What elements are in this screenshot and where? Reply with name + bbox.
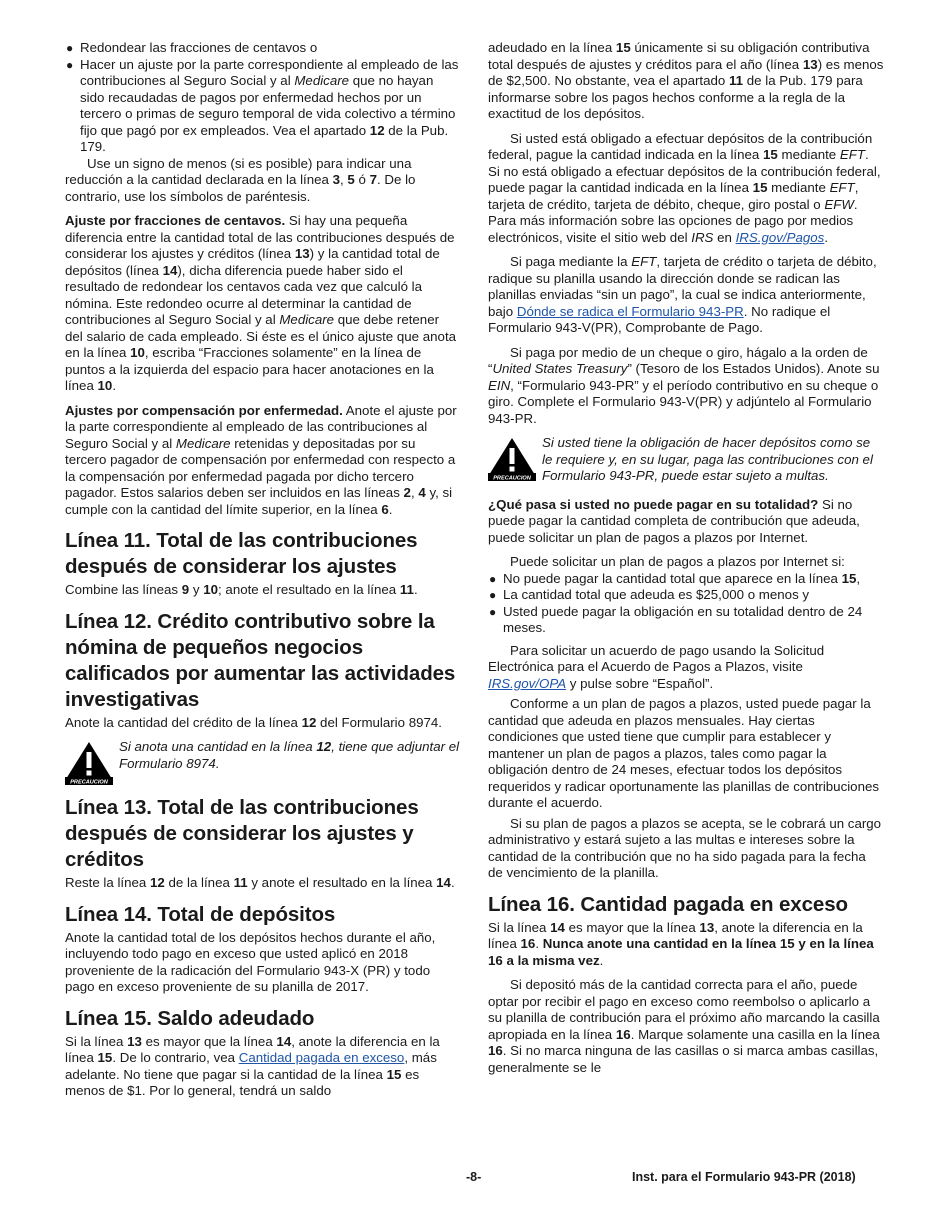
heading-line-14: Línea 14. Total de depósitos xyxy=(65,902,336,926)
bullet-item: ● Usted puede pagar la obligación en su totalidad dentro de 24 meses. xyxy=(489,603,863,635)
heading-line-11: Línea 11. Total de las contribuciones después de considerar los ajustes xyxy=(65,529,418,578)
paragraph: Si su plan de pagos a plazos se acepta, se le cobrará un cargo administrativo y estará sujeto a las multas e intereses sobre la cantidad de la contribución que no ha sido pagada para la fecha de vencimiento de la planilla. xyxy=(488,815,882,880)
caution-icon xyxy=(65,741,113,785)
caution-icon xyxy=(488,437,536,481)
paragraph-cannot-pay: ¿Qué pasa si usted no puede pagar en su totalidad? Si no puede pagar la cantidad completa de contribución que adeuda, puede solicitar un plan de pagos a plazos por Internet. xyxy=(488,496,860,545)
bullet-item: ● La cantidad total que adeuda es $25,000 o menos y xyxy=(489,587,810,602)
bullet-item: ● Hacer un ajuste por la parte correspondiente al empleado de las contribuciones al Seguro Social y al Medicare que no hayan sido recaudadas de pagos por enfermedad hechos por un tercero o primas de seguro temporal de vida colectivo a término fijo que pagó por ex empleados. Vea el apartado 12 de la Pub. 179. xyxy=(66,56,459,154)
paragraph: Si la línea 13 es mayor que la línea 14, anote la diferencia en la línea 15. De lo contrario, vea Cantidad pagada en exceso, más adelante. No tiene que pagar si la cantidad de la línea 15 es menos de $1. Por lo general, tendrá un saldo xyxy=(65,1033,440,1098)
caution-note xyxy=(65,739,460,785)
link-overpayment[interactable]: Cantidad pagada en exceso xyxy=(238,1050,405,1065)
paragraph-fraction-adjustment: Ajuste por fracciones de centavos. Si hay una pequeña diferencia entre la cantidad total de las contribuciones después de considerar los ajustes y créditos (línea 13) y la cantidad total de depósitos (línea 14), dicha diferencia puede haber sido el resultado de redondear los centavos cada vez que calculó la nómina. Este redondeo ocurre al determinar la cantidad de contribuciones al Seguro Social y al Medicare que debe retener del salario de cada empleado. Si éste es el único ajuste que anota en la línea 10, escriba “Fracciones solamente” en la línea de puntos a la izquierda del espacio para hacer anotaciones en la línea 10. xyxy=(65,213,457,393)
footer-title: Inst. para el Formulario 943-PR (2018) xyxy=(632,1170,856,1184)
paragraph: Si paga por medio de un cheque o giro, hágalo a la orden de “United States Treasury” (Tesoro de los Estados Unidos). Anote su EIN, “Formulario 943-PR” y el período contributivo en su cheque o giro. Complete el Formulario 943-V(PR) y adjúntelo al Formulario 943-PR. xyxy=(488,344,880,426)
link-where-to-file[interactable]: Dónde se radica el Formulario 943-PR xyxy=(516,303,744,319)
heading-line-12: Línea 12. Crédito contributivo sobre la nómina de pequeños negocios calificados por aumentar las actividades investigativas xyxy=(65,609,456,711)
paragraph: Conforme a un plan de pagos a plazos, usted puede pagar la cantidad que adeuda en plazos mensuales. Hay ciertas condiciones que usted tiene que cumplir para establecer y mantener un plan de pagos a plazos, tales como pagar la obligación dentro de 24 meses, efectuar todos los depósitos requeridos y radicar oportunamente las planillas de contribuciones durante el acuerdo. xyxy=(488,696,880,810)
paragraph: Si usted está obligado a efectuar depósitos de la contribución federal, pague la cantidad indicada en la línea 15 mediante EFT. Si no está obligado a efectuar depósitos de la contribución federal, puede pagar la cantidad indicada en la línea 15 mediante EFT, tarjeta de crédito, tarjeta de débito, cheque, giro postal o EFW. Para más información sobre las opciones de pago por medios electrónicos, visite el sitio web del IRS en IRS.gov/Pagos. xyxy=(488,130,881,245)
paragraph: Si la línea 14 es mayor que la línea 13, anote la diferencia en la línea 16. Nunca anote una cantidad en la línea 15 y en la línea 16 a la misma vez. xyxy=(488,919,874,968)
heading-line-13: Línea 13. Total de las contribuciones después de considerar los ajustes y créditos xyxy=(65,796,419,871)
paragraph: Anote la cantidad total de los depósitos hechos durante el año, incluyendo todo pago en exceso que usted aplicó en 2018 proveniente de la radicación del Formulario 943-X (PR) y todo pago en exceso proveniente de su planilla de 2017. xyxy=(65,929,436,994)
paragraph: Use un signo de menos (si es posible) para indicar una reducción a la cantidad declarada en la línea 3, 5 ó 7. De lo contrario, use los símbolos de paréntesis. xyxy=(65,155,416,204)
paragraph: Puede solicitar un plan de pagos a plazos por Internet si: xyxy=(510,554,845,569)
paragraph: Combine las líneas 9 y 10; anote el resultado en la línea 11. xyxy=(65,582,418,597)
caution-text: Si anota una cantidad en la línea 12, tiene que adjuntar el Formulario 8974. xyxy=(119,739,460,771)
caution-label: PRECAUCION xyxy=(493,475,531,481)
paragraph: Anote la cantidad del crédito de la línea 12 del Formulario 8974. xyxy=(65,714,443,730)
paragraph-sick-pay: Ajustes por compensación por enfermedad. Anote el ajuste por la parte correspondiente al empleado de las contribuciones al Seguro Social y al Medicare retenidas y depositadas por su tercero pagador de compensación por enfermedad con respecto a la compensación por enfermedad pagada por dicho tercero pagador. Estos salarios deben ser incluidos en las líneas 2, 4 y, si cumple con la cantidad del límite superior, en la línea 6. xyxy=(65,402,457,517)
caution-text: Si usted tiene la obligación de hacer depósitos como se le requiere y, en su lugar, paga las contribuciones con el Formulario 943-PR, puede estar sujeto a multas. xyxy=(542,435,873,483)
link-irs-opa[interactable]: IRS.gov/OPA xyxy=(488,675,567,691)
bullet-item: ● Redondear las fracciones de centavos o xyxy=(66,40,318,55)
heading-line-15: Línea 15. Saldo adeudado xyxy=(65,1006,315,1030)
caution-note xyxy=(488,435,884,485)
page-number: -8- xyxy=(466,1170,482,1184)
paragraph: adeudado en la línea 15 únicamente si su obligación contributiva total después de ajustes y créditos para el año (línea 13) es menos de $2,500. No obstante, vea el apartado 11 de la Pub. 179 para informarse sobre los pagos hechos conforme a la regla de la exactitud de los depósitos. xyxy=(488,40,884,121)
paragraph: Si paga mediante la EFT, tarjeta de crédito o tarjeta de débito, radique su planilla usando la dirección donde se radican las planillas enviadas “sin un pago”, la cual se indica anteriormente, bajo Dónde se radica el Formulario 943-PR. No radique el Formulario 943-V(PR), Comprobante de Pago. xyxy=(488,254,877,335)
caution-label: PRECAUCION xyxy=(70,779,108,785)
right-column xyxy=(488,40,884,1084)
bullet-item: ● No puede pagar la cantidad total que aparece en la línea 15, xyxy=(489,570,861,586)
paragraph: Reste la línea 12 de la línea 11 y anote el resultado en la línea 14. xyxy=(65,875,455,890)
left-column xyxy=(65,40,460,1108)
heading-line-16: Línea 16. Cantidad pagada en exceso xyxy=(488,892,848,916)
link-irs-pagos[interactable]: IRS.gov/Pagos xyxy=(735,229,825,245)
paragraph: Para solicitar un acuerdo de pago usando la Solicitud Electrónica para el Acuerdo de Pagos a Plazos, visite IRS.gov/OPA y pulse sobre “Español”. xyxy=(488,642,825,691)
paragraph: Si depositó más de la cantidad correcta para el año, puede optar por recibir el pago en exceso como reembolso o aplicarlo a su planilla de contribución para el próximo año marcando la casilla apropiada en la línea 16. Marque solamente una casilla en la línea 16. Si no marca ninguna de las casillas o si marca ambas casillas, generalmente se le xyxy=(488,977,880,1075)
